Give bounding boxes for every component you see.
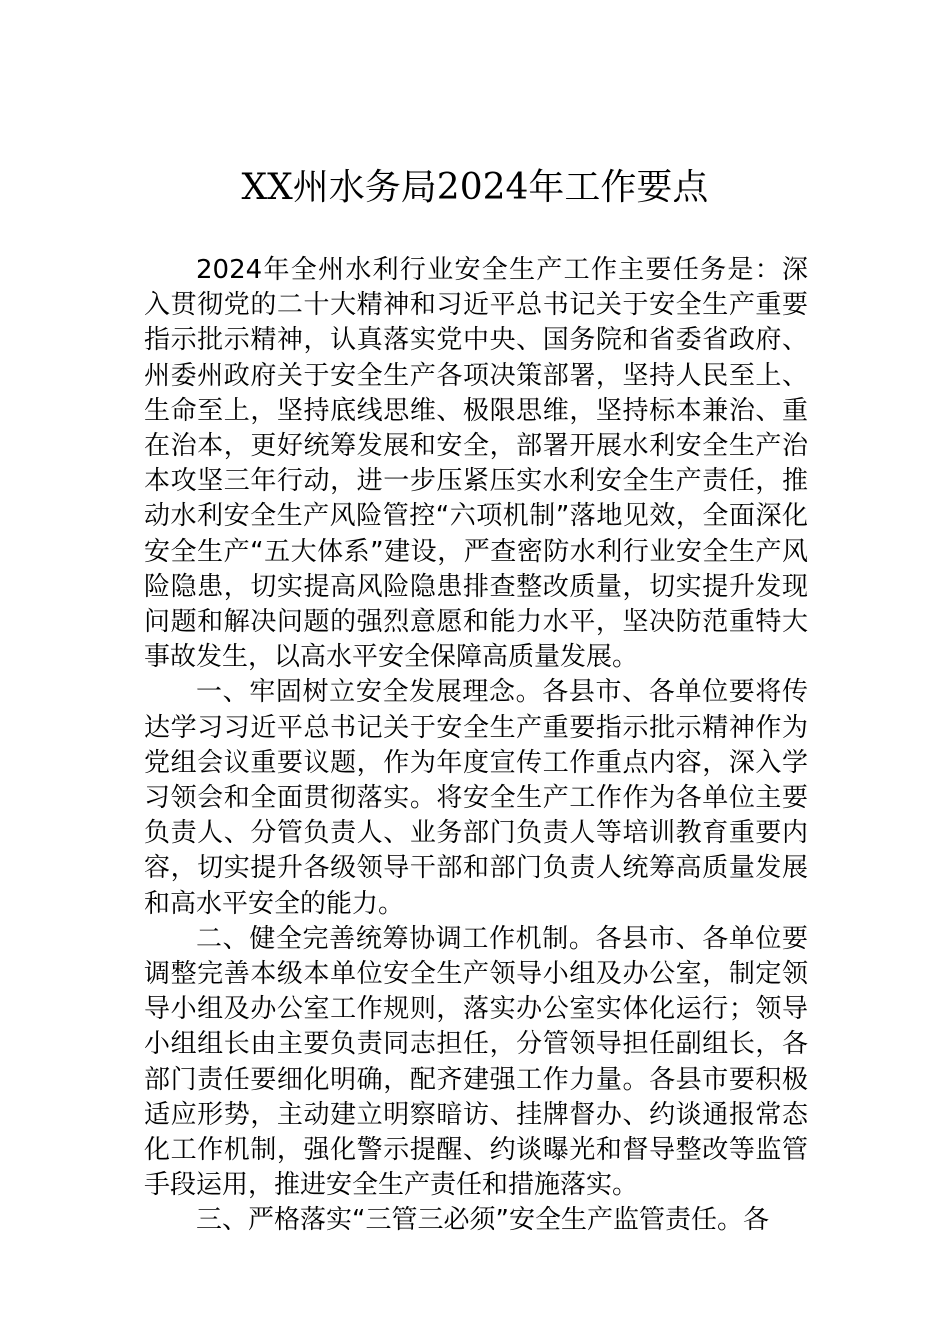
document-title: XX州水务局2024年工作要点	[241, 167, 709, 208]
paragraph-section-1: 一、牢固树立安全发展理念。各县市、各单位要将传达学习习近平总书记关于安全生产重要指示批示精神作为党组会议重要议题，作为年度宣传工作重点内容，深入学习领会和全面贯彻落实。将安全生产工作作为各单位主要负责人、分管负责人、业务部门负责人等培训教育重要内容，切实提升各级领导干部和部门负责人统筹高质量发展和高水平安全的能力。	[144, 677, 808, 919]
document-body	[144, 253, 808, 1239]
paragraph-intro: 2024年全州水利行业安全生产工作主要任务是：深入贯彻党的二十大精神和习近平总书记关于安全生产重要指示批示精神，认真落实党中央、国务院和省委省政府、州委州政府关于安全生产各项决策部署，坚持人民至上、生命至上，坚持底线思维、极限思维，坚持标本兼治、重在治本，更好统筹发展和安全，部署开展水利安全生产治本攻坚三年行动，进一步压紧压实水利安全生产责任，推动水利安全生产风险管控“六项机制”落地见效，全面深化安全生产“五大体系”建设，严查密防水利行业安全生产风险隐患，切实提高风险隐患排查整改质量，切实提升发现问题和解决问题的强烈意愿和能力水平，坚决防范重特大事故发生，以高水平安全保障高质量发展。	[144, 255, 808, 673]
paragraph-section-2: 二、健全完善统筹协调工作机制。各县市、各单位要调整完善本级本单位安全生产领导小组及办公室，制定领导小组及办公室工作规则，落实办公室实体化运行；领导小组组长由主要负责同志担任，分管领导担任副组长，各部门责任要细化明确，配齐建强工作力量。各县市要积极适应形势，主动建立明察暗访、挂牌督办、约谈通报常态化工作机制，强化警示提醒、约谈曝光和督导整改等监管手段运用，推进安全生产责任和措施落实。	[144, 923, 808, 1201]
paragraph-section-3: 三、严格落实“三管三必须”安全生产监管责任。各	[196, 1205, 769, 1236]
